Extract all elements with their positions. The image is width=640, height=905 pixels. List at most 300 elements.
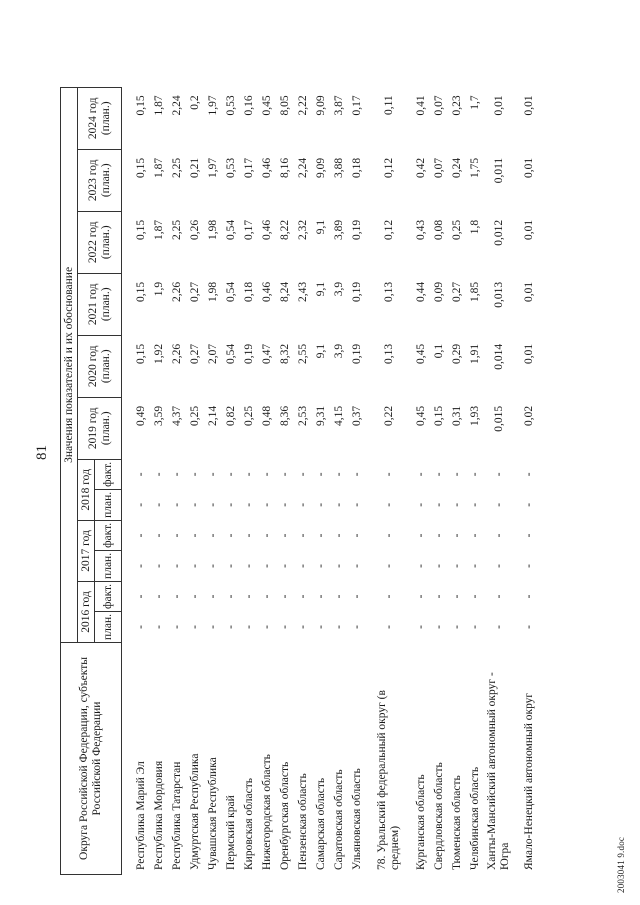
table-row [348, 87, 366, 874]
dash-cell: - [134, 594, 147, 599]
spacer-cell [404, 149, 412, 211]
dash-cell: - [492, 625, 505, 629]
value-cell: 0,09 [432, 281, 445, 302]
dash-cell: - [260, 502, 273, 507]
region-name: Удмуртская Республика [188, 753, 201, 870]
dash-cell: - [468, 564, 481, 568]
value-cell: 0,01 [522, 343, 535, 364]
spacer-cell [404, 211, 412, 273]
value-cell: 0,45 [414, 405, 427, 426]
dash-cell: - [224, 625, 237, 629]
spacer-cell [122, 335, 133, 397]
region-name: Республика Марий Эл [134, 761, 147, 870]
value-cell: 0,24 [450, 157, 463, 178]
spacer-cell [122, 149, 133, 211]
value-cell: 4,15 [332, 405, 345, 426]
value-cell: 1,8 [468, 219, 481, 235]
value-cell: 1,75 [468, 157, 481, 178]
spacer-cell [122, 611, 133, 642]
dash-cell: - [468, 625, 481, 629]
value-cell: 0,49 [134, 405, 147, 426]
dash-cell: - [242, 594, 255, 599]
table-row [132, 87, 150, 874]
dash-cell: - [450, 533, 463, 538]
value-cell: 0,19 [350, 281, 363, 302]
value-cell: 0,01 [522, 281, 535, 302]
spacer-cell [404, 520, 412, 550]
region-name: Кировская область [242, 777, 255, 870]
dash-cell: - [468, 472, 481, 477]
value-cell: 0,011 [492, 157, 505, 184]
value-cell: 8,05 [278, 95, 291, 116]
region-name: Пермский край [224, 795, 237, 870]
value-cell: 0,13 [382, 281, 395, 302]
value-cell: 0,01 [522, 95, 535, 116]
value-cell: 8,24 [278, 281, 291, 302]
value-cell: 1,98 [206, 281, 219, 302]
dash-cell: - [242, 502, 255, 507]
value-cell: 3,89 [332, 219, 345, 240]
footer-filename: 2003041 9.doc [616, 836, 626, 893]
value-cell: 0,17 [242, 219, 255, 240]
spacer-cell [366, 611, 374, 642]
value-cell: 0,12 [382, 157, 395, 178]
value-cell: 2,26 [170, 343, 183, 364]
table-row [466, 87, 484, 874]
dash-cell: - [170, 472, 183, 477]
dash-cell: - [206, 472, 219, 477]
dash-cell: - [188, 533, 201, 538]
value-cell: 0,53 [224, 157, 237, 178]
table-row [168, 87, 186, 874]
value-cell: 0,45 [414, 343, 427, 364]
dash-cell: - [152, 564, 165, 568]
value-cell: 0,15 [134, 281, 147, 302]
value-cell: 1,87 [152, 95, 165, 116]
header-plan: план. [95, 489, 122, 520]
spacer-cell [404, 335, 412, 397]
header-year-2016: 2016 год [78, 581, 95, 642]
dash-cell: - [522, 472, 535, 477]
spacer-cell [122, 211, 133, 273]
dash-cell: - [522, 564, 535, 568]
dash-cell: - [432, 472, 445, 477]
dash-cell: - [152, 594, 165, 599]
dash-cell: - [134, 472, 147, 477]
region-name: Чувашская Республика [206, 757, 219, 870]
dash-cell: - [278, 564, 291, 568]
spacer-cell [404, 550, 412, 581]
dash-cell: - [450, 564, 463, 568]
value-cell: 0,54 [224, 343, 237, 364]
region-name: Ульяновская область [350, 768, 363, 870]
dash-cell: - [450, 594, 463, 599]
dash-cell: - [206, 625, 219, 629]
header-values-group: Значения показателей и их обоснование [61, 87, 78, 642]
value-cell: 2,26 [170, 281, 183, 302]
spacer-cell [366, 397, 374, 459]
dash-cell: - [414, 594, 427, 599]
dash-cell: - [492, 533, 505, 538]
value-cell: 1,93 [468, 405, 481, 426]
value-cell: 9,09 [314, 95, 327, 116]
value-cell: 0,54 [224, 281, 237, 302]
region-name: Ямало-Ненецкий автономный округ [522, 692, 535, 870]
dash-cell: - [242, 533, 255, 538]
dash-cell: - [332, 472, 345, 477]
spacer-cell [404, 87, 412, 149]
dash-cell: - [152, 502, 165, 507]
value-cell: 0,17 [242, 157, 255, 178]
spacer-cell [366, 335, 374, 397]
value-cell: 0,47 [260, 343, 273, 364]
dash-cell: - [188, 502, 201, 507]
value-cell: 0,13 [382, 343, 395, 364]
dash-cell: - [170, 564, 183, 568]
value-cell: 0,46 [260, 219, 273, 240]
table-row [448, 87, 466, 874]
dash-cell: - [350, 472, 363, 477]
dash-cell: - [278, 594, 291, 599]
dash-cell: - [170, 533, 183, 538]
value-cell: 2,07 [206, 343, 219, 364]
dash-cell: - [522, 502, 535, 507]
value-cell: 8,22 [278, 219, 291, 240]
value-cell: 0,25 [242, 405, 255, 426]
value-cell: 0,01 [492, 95, 505, 116]
dash-cell: - [224, 472, 237, 477]
value-cell: 3,88 [332, 157, 345, 178]
spacer-cell [366, 643, 374, 875]
dash-cell: - [170, 502, 183, 507]
dash-cell: - [170, 625, 183, 629]
region-name: Курганская область [414, 774, 427, 870]
value-cell: 0,21 [188, 157, 201, 178]
dash-cell: - [522, 533, 535, 538]
value-cell: 0,27 [450, 281, 463, 302]
region-name: Пензенская область [296, 773, 309, 870]
spacer-cell [366, 520, 374, 550]
value-cell: 0,25 [450, 219, 463, 240]
value-cell: 2,24 [170, 95, 183, 116]
table-row [514, 87, 544, 874]
spacer-cell [366, 489, 374, 520]
value-cell: 0,15 [134, 343, 147, 364]
spacer-cell [404, 581, 412, 611]
spacer-cell [404, 273, 412, 335]
dash-cell: - [242, 564, 255, 568]
dash-cell: - [188, 594, 201, 599]
value-cell: 2,32 [296, 219, 309, 240]
value-cell: 2,43 [296, 281, 309, 302]
spacer-cell [122, 397, 133, 459]
value-cell: 0,013 [492, 281, 505, 308]
dash-cell: - [492, 594, 505, 599]
value-cell: 0,23 [450, 95, 463, 116]
header-plan: план. [95, 611, 122, 642]
dash-cell: - [468, 594, 481, 599]
dash-cell: - [432, 625, 445, 629]
dash-cell: - [350, 502, 363, 507]
dash-cell: - [260, 533, 273, 538]
value-cell: 0,17 [350, 95, 363, 116]
value-cell: 1,97 [206, 157, 219, 178]
value-cell: 0,15 [134, 95, 147, 116]
dash-cell: - [260, 625, 273, 629]
value-cell: 0,25 [188, 405, 201, 426]
spacer-cell [366, 581, 374, 611]
dash-cell: - [492, 472, 505, 477]
value-cell: 2,24 [296, 157, 309, 178]
value-cell: 0,82 [224, 405, 237, 426]
spacer-cell [366, 459, 374, 489]
value-cell: 3,87 [332, 95, 345, 116]
value-cell: 1,91 [468, 343, 481, 364]
dash-cell: - [382, 564, 395, 568]
spacer-cell [404, 643, 412, 875]
value-cell: 1,85 [468, 281, 481, 302]
value-cell: 0,18 [242, 281, 255, 302]
value-cell: 0,48 [260, 405, 273, 426]
value-cell: 9,1 [314, 281, 327, 297]
value-cell: 9,31 [314, 405, 327, 426]
spacer-cell [366, 211, 374, 273]
region-name: Свердловская область [432, 762, 445, 870]
value-cell: 0,22 [382, 405, 395, 426]
spacer-cell [366, 149, 374, 211]
value-cell: 0,42 [414, 157, 427, 178]
dash-cell: - [260, 472, 273, 477]
value-cell: 0,15 [134, 157, 147, 178]
value-cell: 0,37 [350, 405, 363, 426]
value-cell: 0,29 [450, 343, 463, 364]
dash-cell: - [152, 625, 165, 629]
value-cell: 0,01 [522, 157, 535, 178]
value-cell: 3,9 [332, 281, 345, 297]
value-cell: 3,59 [152, 405, 165, 426]
table-row [374, 87, 404, 874]
value-cell: 2,22 [296, 95, 309, 116]
dash-cell: - [170, 594, 183, 599]
spacer-cell [122, 273, 133, 335]
spacer-row [404, 87, 412, 874]
value-cell: 0,02 [522, 405, 535, 426]
dash-cell: - [296, 594, 309, 599]
dash-cell: - [382, 502, 395, 507]
value-cell: 9,1 [314, 343, 327, 359]
value-cell: 0,27 [188, 281, 201, 302]
header-year-2021: 2021 год (план.) [78, 273, 122, 335]
value-cell: 0,43 [414, 219, 427, 240]
table-row [186, 87, 204, 874]
dash-cell: - [242, 472, 255, 477]
dash-cell: - [382, 472, 395, 477]
table-row [276, 87, 294, 874]
dash-cell: - [450, 502, 463, 507]
header-year-2017: 2017 год [78, 520, 95, 581]
table-row [312, 87, 330, 874]
dash-cell: - [432, 564, 445, 568]
dash-cell: - [332, 594, 345, 599]
table-row [330, 87, 348, 874]
value-cell: 0,19 [350, 219, 363, 240]
value-cell: 9,09 [314, 157, 327, 178]
value-cell: 4,37 [170, 405, 183, 426]
header-fact: факт. [95, 581, 122, 611]
dash-cell: - [332, 502, 345, 507]
dash-cell: - [224, 533, 237, 538]
table-row [484, 87, 514, 874]
region-name: Республика Татарстан [170, 761, 183, 870]
value-cell: 0,015 [492, 405, 505, 432]
spacer-cell [122, 489, 133, 520]
value-cell: 0,54 [224, 219, 237, 240]
spacer-row [122, 87, 133, 874]
header-fact: факт. [95, 520, 122, 550]
value-cell: 0,08 [432, 219, 445, 240]
header-year-2023: 2023 год (план.) [78, 149, 122, 211]
dash-cell: - [414, 564, 427, 568]
table-body [122, 87, 545, 874]
value-cell: 1,98 [206, 219, 219, 240]
dash-cell: - [350, 625, 363, 629]
value-cell: 0,12 [382, 219, 395, 240]
dash-cell: - [332, 533, 345, 538]
table-row [240, 87, 258, 874]
value-cell: 9,1 [314, 219, 327, 235]
table-row [430, 87, 448, 874]
spacer-cell [122, 643, 133, 875]
dash-cell: - [432, 533, 445, 538]
region-name: Саратовская область [332, 769, 345, 870]
dash-cell: - [382, 533, 395, 538]
dash-cell: - [414, 533, 427, 538]
value-cell: 2,14 [206, 405, 219, 426]
dash-cell: - [188, 472, 201, 477]
dash-cell: - [414, 502, 427, 507]
value-cell: 1,87 [152, 219, 165, 240]
value-cell: 0,27 [188, 343, 201, 364]
spacer-cell [404, 611, 412, 642]
dash-cell: - [314, 533, 327, 538]
value-cell: 2,55 [296, 343, 309, 364]
value-cell: 0,15 [134, 219, 147, 240]
page-number: 81 [34, 445, 50, 460]
region-name: Ханты-Мансийский автономный округ - Югра [486, 672, 511, 870]
dash-cell: - [468, 502, 481, 507]
dash-cell: - [332, 564, 345, 568]
dash-cell: - [296, 564, 309, 568]
value-cell: 0,46 [260, 281, 273, 302]
dash-cell: - [414, 472, 427, 477]
value-cell: 8,36 [278, 405, 291, 426]
dash-cell: - [206, 533, 219, 538]
dash-cell: - [206, 564, 219, 568]
dash-cell: - [332, 625, 345, 629]
value-cell: 1,87 [152, 157, 165, 178]
region-name: Тюменская область [450, 775, 463, 870]
dash-cell: - [152, 533, 165, 538]
dash-cell: - [522, 594, 535, 599]
value-cell: 0,26 [188, 219, 201, 240]
dash-cell: - [224, 502, 237, 507]
table-row [258, 87, 276, 874]
spacer-cell [404, 459, 412, 489]
value-cell: 0,07 [432, 95, 445, 116]
value-cell: 1,97 [206, 95, 219, 116]
value-cell: 0,01 [522, 219, 535, 240]
table-row [294, 87, 312, 874]
header-region: Округа Российской Федерации, субъекты Российской Федерации [61, 643, 122, 875]
region-name: Нижегородская область [260, 754, 273, 870]
value-cell: 1,7 [468, 95, 481, 110]
dash-cell: - [206, 594, 219, 599]
spacer-cell [366, 550, 374, 581]
value-cell: 0,1 [432, 343, 445, 359]
dash-cell: - [382, 625, 395, 629]
dash-cell: - [492, 502, 505, 507]
dash-cell: - [314, 564, 327, 568]
spacer-cell [122, 520, 133, 550]
dash-cell: - [134, 502, 147, 507]
dash-cell: - [188, 564, 201, 568]
value-cell: 0,2 [188, 95, 201, 110]
dash-cell: - [296, 533, 309, 538]
value-cell: 0,012 [492, 219, 505, 246]
value-cell: 8,16 [278, 157, 291, 178]
header-year-2024: 2024 год (план.) [78, 87, 122, 149]
dash-cell: - [450, 625, 463, 629]
dash-cell: - [382, 594, 395, 599]
dash-cell: - [492, 564, 505, 568]
value-cell: 0,11 [382, 95, 395, 116]
value-cell: 0,53 [224, 95, 237, 116]
dash-cell: - [206, 502, 219, 507]
dash-cell: - [468, 533, 481, 538]
spacer-cell [122, 581, 133, 611]
dash-cell: - [314, 625, 327, 629]
dash-cell: - [314, 472, 327, 477]
region-name: Челябинская область [468, 766, 481, 870]
dash-cell: - [152, 472, 165, 477]
spacer-cell [366, 273, 374, 335]
dash-cell: - [314, 594, 327, 599]
value-cell: 1,92 [152, 343, 165, 364]
header-plan: план. [95, 550, 122, 581]
dash-cell: - [414, 625, 427, 629]
dash-cell: - [350, 564, 363, 568]
value-cell: 8,32 [278, 343, 291, 364]
dash-cell: - [296, 472, 309, 477]
header-fact: факт. [95, 459, 122, 489]
value-cell: 1,9 [152, 281, 165, 297]
spacer-cell [122, 459, 133, 489]
dash-cell: - [296, 625, 309, 629]
value-cell: 0,31 [450, 405, 463, 426]
value-cell: 0,44 [414, 281, 427, 302]
value-cell: 2,25 [170, 219, 183, 240]
value-cell: 0,46 [260, 157, 273, 178]
spacer-cell [404, 397, 412, 459]
dash-cell: - [278, 502, 291, 507]
dash-cell: - [278, 625, 291, 629]
dash-cell: - [522, 625, 535, 629]
region-name: 78. Уральский федеральный округ (в среднем) [376, 690, 401, 870]
value-cell: 0,014 [492, 343, 505, 370]
header-year-2019: 2019 год (план.) [78, 397, 122, 459]
value-cell: 2,25 [170, 157, 183, 178]
value-cell: 0,19 [242, 343, 255, 364]
